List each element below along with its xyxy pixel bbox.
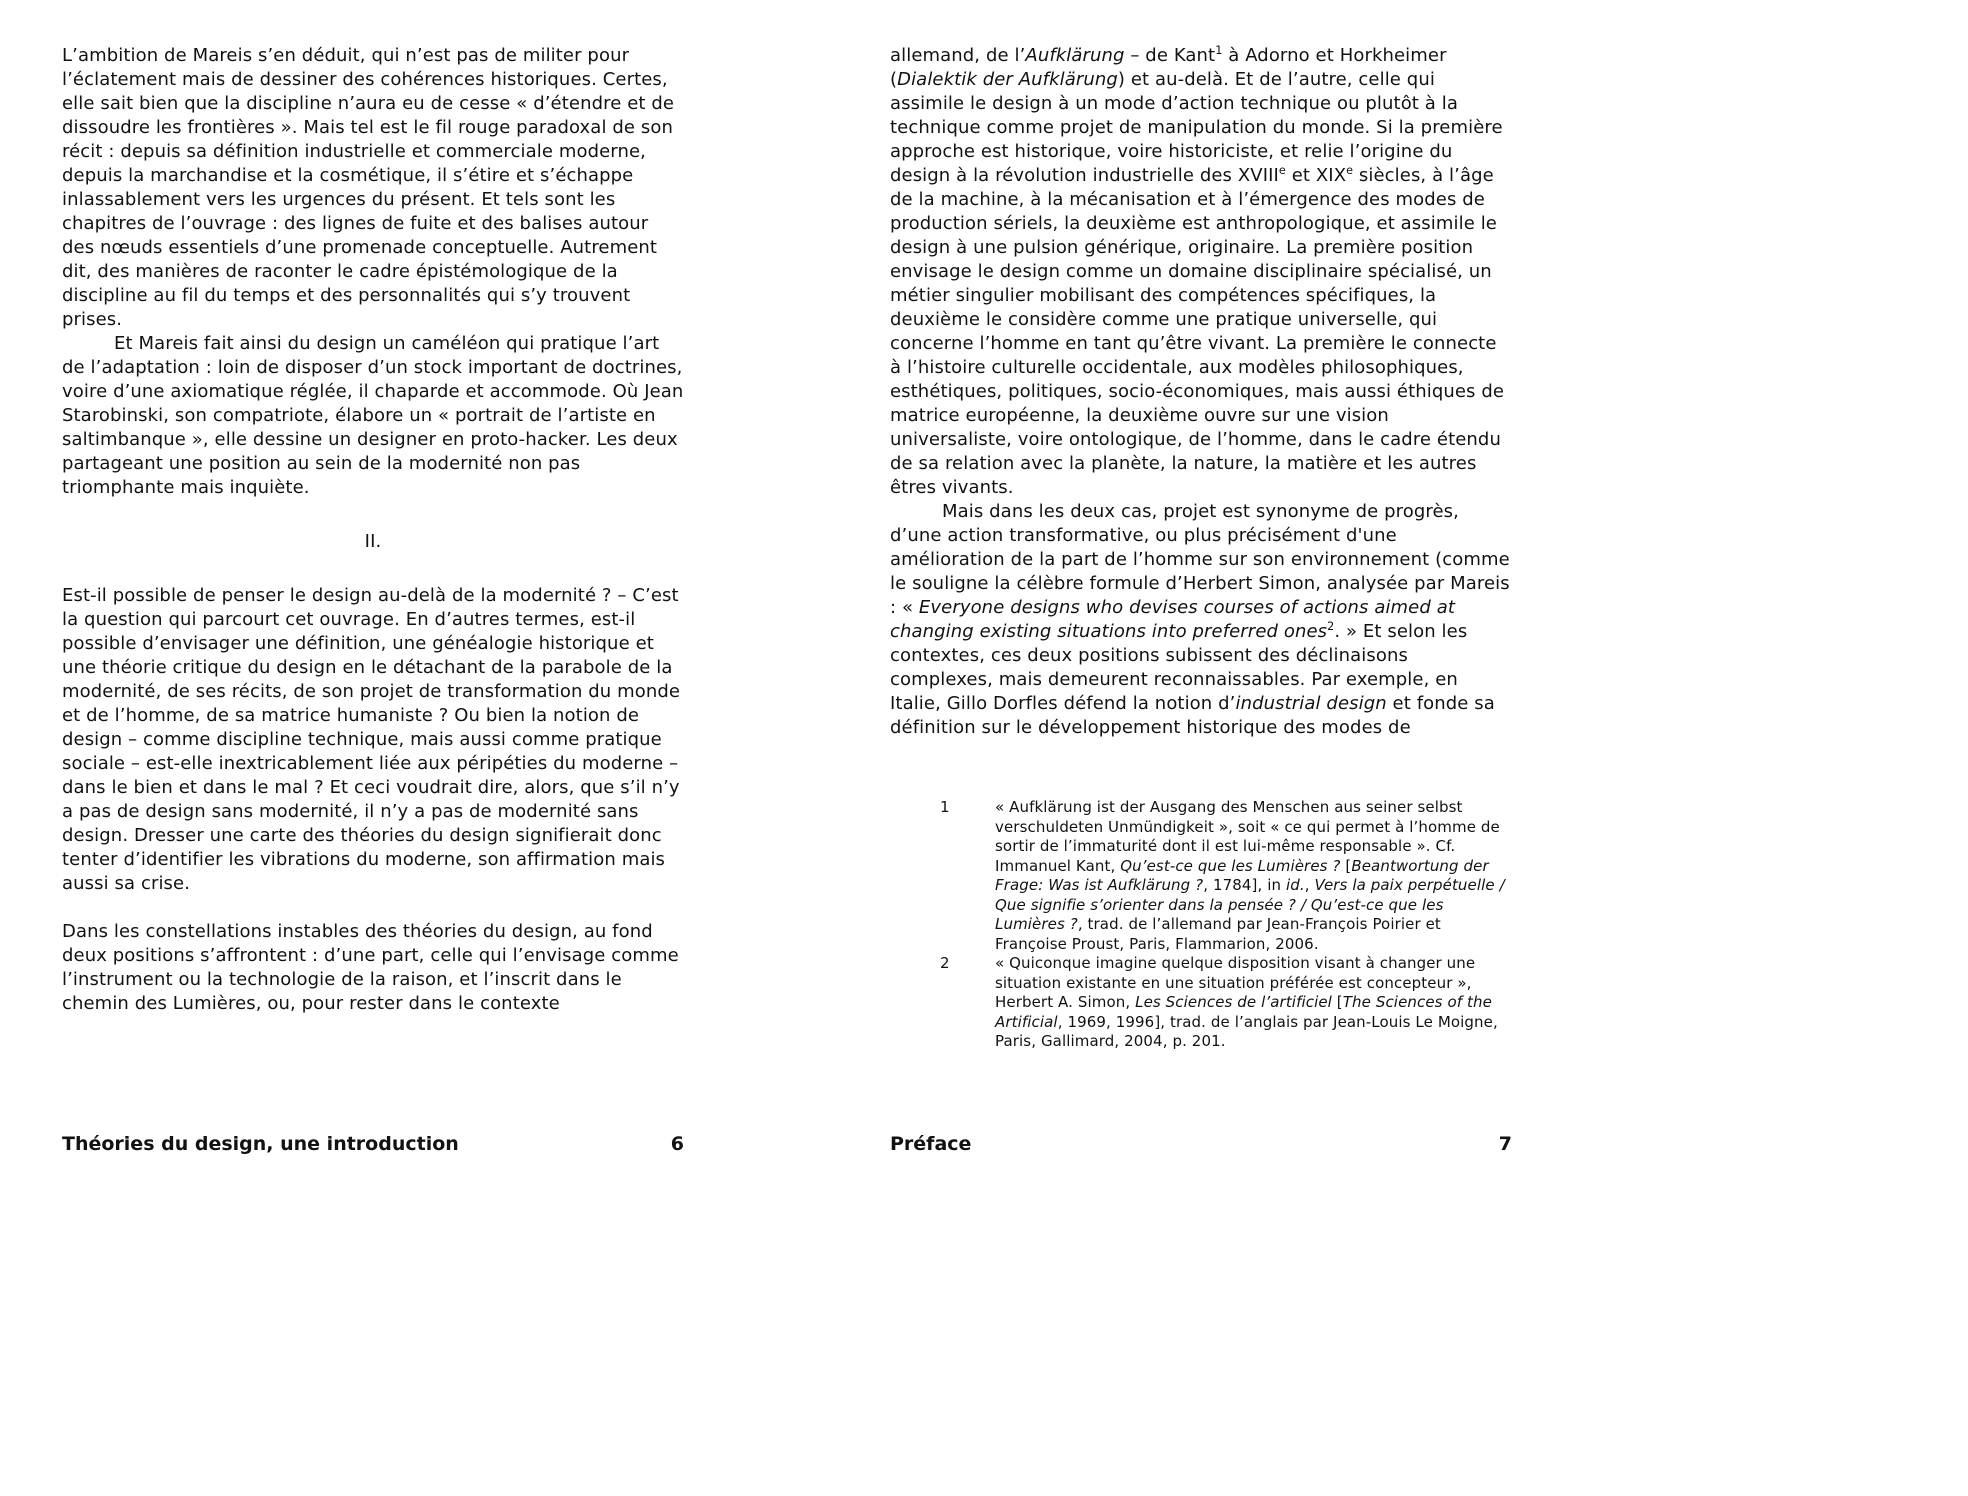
footnote bbox=[940, 954, 1512, 1052]
running-title: Préface bbox=[890, 1133, 972, 1155]
section-heading: II. bbox=[364, 531, 382, 552]
footnote bbox=[940, 798, 1512, 954]
paragraph: Dans les constellations instables des théories du design, au fond deux positions s’affrontent : d’une part, celle qui l’envisage comme l’instrument ou la technologie de la raison, et l’inscrit dans le chemin des Lumières, ou, pour rester dans le contexte bbox=[62, 921, 679, 1014]
running-title: Théories du design, une introduction bbox=[62, 1133, 459, 1155]
paragraph: Est-il possible de penser le design au-delà de la modernité ? – C’est la question qui parcourt cet ouvrage. En d’autres termes, est-il possible d’envisager une définition, une généalogie historique et une théorie critique du design en le détachant de la parabole de la modernité, de ses récits, de son projet de transformation du monde et de l’homme, de sa matrice humaniste ? Ou bien la notion de design – comme discipline technique, mais aussi comme pratique sociale – est-elle inextricablement liée aux péripéties du moderne – dans le bien et dans le mal ? Et ceci voudrait dire, alors, que s’il n’y a pas de design sans modernité, il n’y a pas de modernité sans design. Dresser une carte des théories du design signifierait donc tenter d’identifier les vibrations du moderne, son affirmation mais aussi sa crise. bbox=[62, 585, 681, 894]
paragraph: L’ambition de Mareis s’en déduit, qui n’est pas de militer pour l’éclatement mais de dessiner des cohérences historiques. Certes, elle sait bien que la discipline n’aura eu de cesse « d’étendre et de dissoudre les frontières ». Mais tel est le fil rouge paradoxal de son récit : depuis sa définition industrielle et commerciale moderne, depuis la marchandise et la cosmétique, il s’étire et s’échappe inlassablement vers les urgences du présent. Et tels sont les chapitres de l’ouvrage : des lignes de fuite et des balises autour des nœuds essentiels d’une promenade conceptuelle. Autrement dit, des manières de raconter le cadre épistémologique de la discipline au fil du temps et des personnalités qui s’y trouvent prises. bbox=[62, 45, 675, 330]
paragraph: Mais dans les deux cas, projet est synonyme de progrès, d’une action transformative, ou plus précisément d'une amélioration de la part de l’homme sur son environnement (comme le souligne la célèbre formule d’Herbert Simon, analysée par Mareis : « Everyone designs who devises courses of actions aimed at changing existing situations into preferred ones$^2$. » Et selon les contextes, ces deux positions subissent des déclinaisons complexes, mais demeurent reconnaissables. Par exemple, en Italie, Gillo Dorfles défend la notion d’industrial design et fonde sa définition sur le développement historique des modes de bbox=[890, 501, 1510, 738]
page-footer-left bbox=[62, 1132, 684, 1156]
page-number: 7 bbox=[1498, 1133, 1512, 1155]
footnote-number: 1 bbox=[940, 798, 950, 816]
page-number: 6 bbox=[670, 1133, 684, 1155]
footnotes bbox=[890, 798, 1512, 1052]
paragraph: Et Mareis fait ainsi du design un caméléon qui pratique l’art de l’adaptation : loin de disposer d’un stock important de doctrines, voire d’une axiomatique réglée, il chaparde et accommode. Où Jean Starobinski, son compatriote, élabore un « portrait de l’artiste en saltimbanque », elle dessine un designer en proto-hacker. Les deux partageant une position au sein de la modernité non pas triomphante mais inquiète. bbox=[62, 333, 684, 498]
footnote-text: « Aufklärung ist der Ausgang des Menschen aus seiner selbst verschuldeten Unmündigkeit », soit « ce qui permet à l’homme de sortir de l’immaturité dont il est lui-même responsable ». Cf. Immanuel Kant, Qu’est-ce que les Lumières ? [Beantwortung der Frage: Was ist Aufklärung ?, 1784], in id., Vers la paix perpétuelle / Que signifie s’orienter dans la pensée ? / Qu’est-ce que les Lumières ?, trad. de l’allemand par Jean-François Poirier et Françoise Proust, Paris, Flammarion, 2006. bbox=[995, 798, 1505, 953]
page-footer-right bbox=[890, 1132, 1512, 1156]
right-text-column bbox=[890, 44, 1512, 1052]
left-text-column bbox=[62, 44, 684, 1016]
footnote-number: 2 bbox=[940, 954, 950, 972]
paragraph: allemand, de l’Aufklärung – de Kant$^1$ à Adorno et Horkheimer (Dialektik der Aufklärung) et au-delà. Et de l’autre, celle qui assimile le design à un mode d’action technique ou plutôt à la technique comme projet de manipulation du monde. Si la première approche est historique, voire historiciste, et relie l’origine du design à la révolution industrielle des XVIIIe et XIXe siècles, à l’âge de la machine, à la mécanisation et à l’émergence des modes de production sériels, la deuxième est anthropologique, et assimile le design à une pulsion générique, originaire. La première position envisage le design comme un domaine disciplinaire spécialisé, un métier singulier mobilisant des compétences spécifiques, la deuxième le considère comme une pratique universelle, qui concerne l’homme en tant qu’être vivant. La première le connecte à l’histoire culturelle occidentale, aux modèles philosophiques, esthétiques, politiques, socio-économiques, mais aussi éthiques de matrice européenne, la deuxième ouvre sur une vision universaliste, voire ontologique, de l’homme, dans le cadre étendu de sa relation avec la planète, la nature, la matière et les autres êtres vivants. bbox=[890, 44, 1505, 498]
footnote-text: « Quiconque imagine quelque disposition visant à changer une situation existante en une situation préférée est concepteur », Herbert A. Simon, Les Sciences de l’artificiel [The Sciences of the Artificial, 1969, 1996], trad. de l’anglais par Jean-Louis Le Moigne, Paris, Gallimard, 2004, p. 201. bbox=[995, 954, 1498, 1050]
